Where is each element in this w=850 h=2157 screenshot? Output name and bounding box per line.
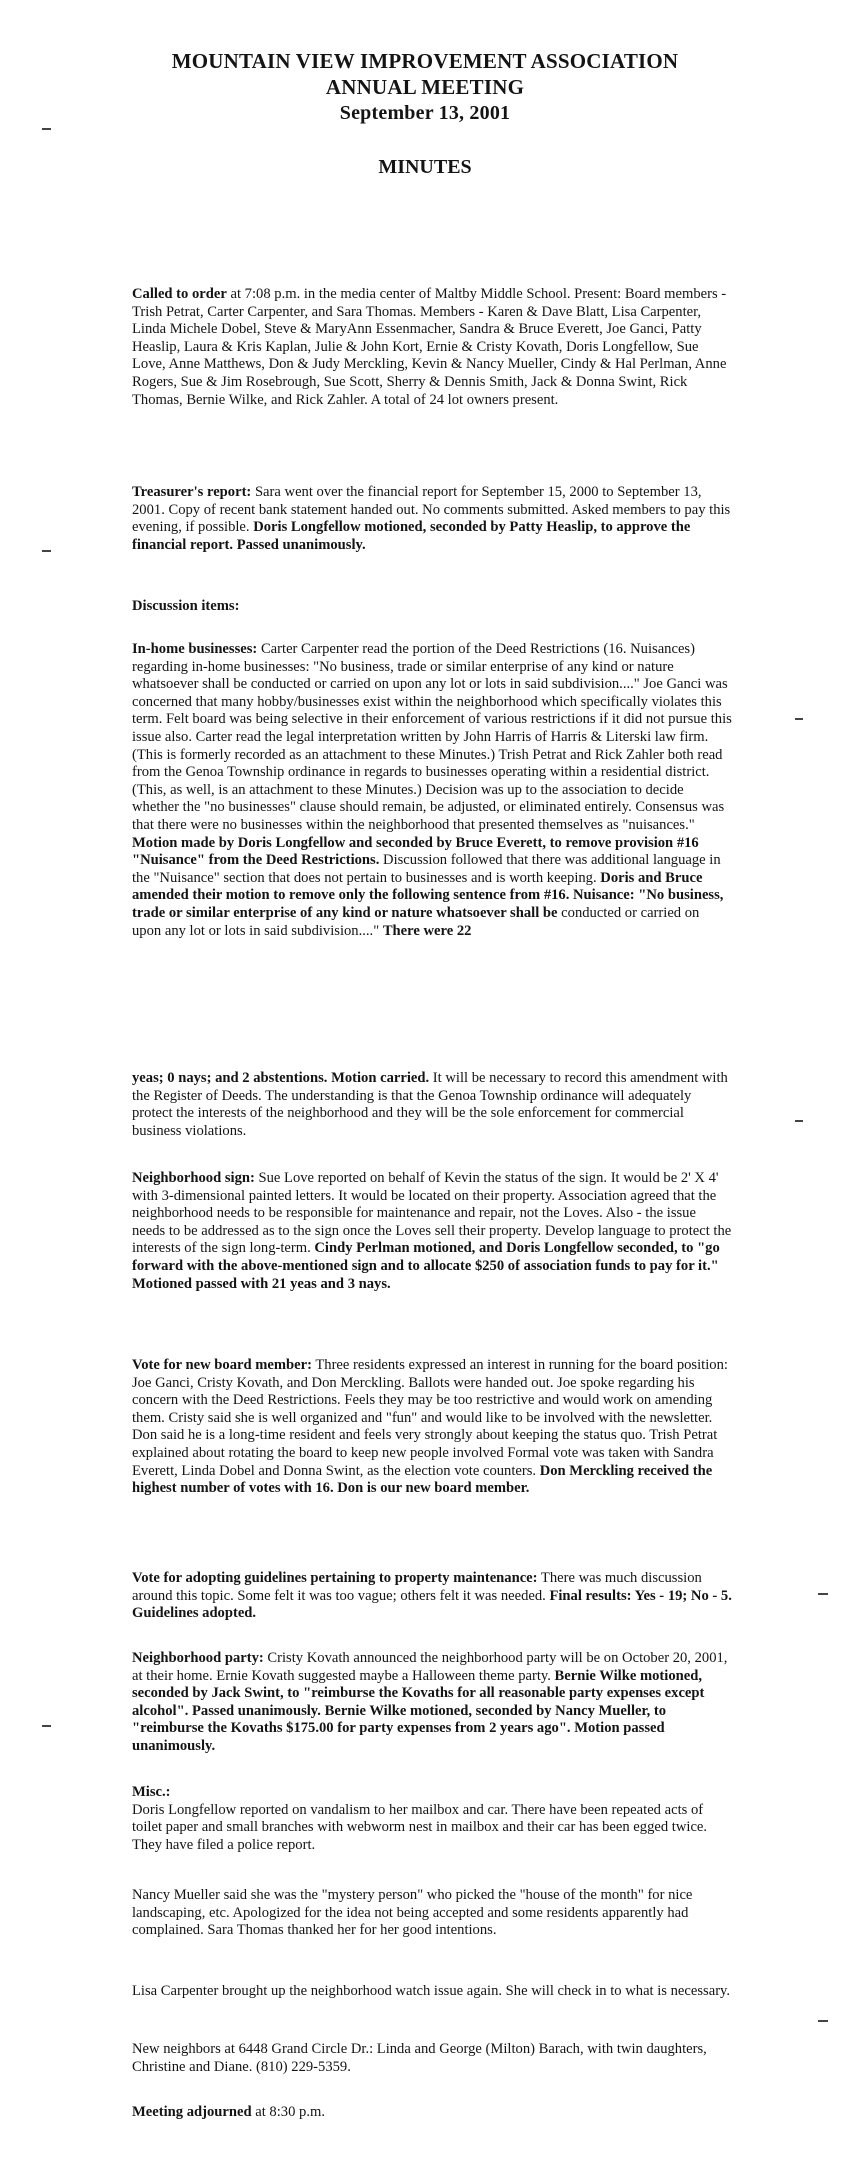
margin-mark	[818, 2020, 828, 2022]
treasurer-heading: Treasurer's report:	[132, 484, 252, 500]
vote-board-result: Don Merckling received the highest number of votes with 16. Don is our new board member.	[132, 1462, 713, 1497]
margin-mark	[818, 1593, 828, 1595]
section-misc-3	[132, 1983, 732, 2001]
call-to-order-text: at 7:08 p.m. in the media center of Maltby Middle School. Present: Board members - Trish Petrat, Carter Carpenter, and Sara Thomas. Members - Karen & Dave Blatt, Lisa Carpenter, Linda Michele Dobel, Steve & MaryAnn Essenmacher, Sandra & Bruce Everett, Joe Ganci, Patty Heaslip, Laura & Kris Kaplan, Julie & John Kort, Ernie & Cristy Kovath, Doris Longfellow, Sue Love, Anne Matthews, Don & Judy Merckling, Kevin & Nancy Mueller, Cindy & Hal Perlman, Anne Rogers, Sue & Jim Rosebrough, Sue Scott, Sherry & Dennis Smith, Jack & Donna Swint, Rick Thomas, Bernie Wilke, and Rick Zahler. A total of 24 lot owners present.	[132, 286, 727, 408]
in-home-heading: In-home businesses:	[132, 641, 258, 657]
misc-paragraph: Lisa Carpenter brought up the neighborhood watch issue again. She will check in to what is necessary.	[132, 1983, 731, 1999]
meeting-type: ANNUAL MEETING	[325, 75, 525, 99]
party-heading: Neighborhood party:	[132, 1650, 264, 1666]
in-home-text-1: Carter Carpenter read the portion of the Deed Restrictions (16. Nuisances) regarding in-home businesses: "No business, trade or similar enterprise of any kind or nature whatsoever shall be conducted or carried on upon any lot or lots in said subdivision...." Joe Ganci was concerned that many hobby/businesses exist within the neighborhood which specifically violates this term. Felt board was being selective in their enforcement of various restrictions if it did not pursue this issue also. Carter read the legal interpretation written by John Harris of Harris & Literski law firm. (This is formerly recorded as an attachment to these Minutes.) Trish Petrat and Rick Zahler both read from the Genoa Township ordinance in regards to businesses operating within a residential district. (This, as well, is an attachment to these Minutes.) Decision was up to the association to decide whether the "no businesses" clause should remain, be adjusted, or eliminated entirely. Consensus was that there were no businesses within the neighborhood that presented themselves as "nuisances."	[132, 641, 732, 833]
vote-board-heading: Vote for new board member:	[132, 1357, 312, 1373]
section-misc-2	[132, 1887, 732, 1940]
document-header	[0, 48, 850, 126]
section-treasurer	[132, 484, 732, 554]
sign-heading: Neighborhood sign:	[132, 1170, 255, 1186]
section-vote-guidelines	[132, 1570, 732, 1623]
party-text: Cristy Kovath announced the neighborhood party will be on October 20, 2001, at their home. Ernie Kovath suggested maybe a Halloween theme party.	[132, 1650, 728, 1684]
discussion-heading: Discussion items:	[132, 598, 240, 614]
section-in-home-businesses	[132, 641, 732, 940]
section-misc-4	[132, 2041, 732, 2076]
section-discussion	[132, 598, 732, 616]
margin-mark	[795, 1120, 803, 1122]
treasurer-text: Sara went over the financial report for September 15, 2000 to September 13, 2001. Copy of recent bank statement handed out. No comments submitted. Asked members to pay this evening, if possible.	[132, 484, 731, 536]
in-home-motion-result: yeas; 0 nays; and 2 abstentions. Motion carried.	[132, 1070, 430, 1086]
party-motion-2: Bernie Wilke motioned, seconded by Nancy Mueller, to "reimburse the Kovaths $175.00 for party expenses from 2 years ago". Motion passed unanimously.	[132, 1702, 667, 1754]
adjourn-text: at 8:30 p.m.	[251, 2104, 325, 2120]
vote-guidelines-heading: Vote for adopting guidelines pertaining to property maintenance:	[132, 1570, 538, 1586]
vote-board-text: Three residents expressed an interest in running for the board position: Joe Ganci, Cristy Kovath, and Don Merckling. Ballots were handed out. Joe spoke regarding his concern with the Deed Restrictions. Feels they may be too restrictive and would work on amending them. Cristy said she is well organized and "fun" and would like to be involved with the newsletter. Don said he is a long-time resident and feels very strongly about keeping the status quo. Trish Petrat explained about rotating the board to keep new people involved Formal vote was taken with Sandra Everett, Linda Dobel and Donna Swint, as the election vote counters.	[132, 1357, 728, 1479]
margin-mark	[42, 1725, 51, 1727]
section-call-to-order	[132, 286, 732, 409]
section-neighborhood-party	[132, 1650, 732, 1756]
misc-paragraph: New neighbors at 6448 Grand Circle Dr.: Linda and George (Milton) Barach, with twin daughters, Christine and Diane. (810) 229-5359.	[132, 2041, 707, 2075]
margin-mark	[42, 550, 51, 552]
section-vote-board-member	[132, 1357, 732, 1498]
in-home-motion-3: There were 22	[382, 922, 472, 939]
treasurer-motion: Doris Longfellow motioned, seconded by Patty Heaslip, to approve the financial report. Passed unanimously.	[132, 519, 691, 553]
sign-text: Sue Love reported on behalf of Kevin the status of the sign. It would be 2' X 4' with 3-dimensional painted letters. It would be located on their property. Association agreed that the neighborhood needs to be responsible for maintenance and repair, not the Loves. Also - the issue needs to be addressed as to the sign once the Loves sell their property. Develop language to protect the interests of the sign long-term.	[132, 1170, 732, 1257]
misc-paragraph: Nancy Mueller said she was the "mystery person" who picked the "house of the month" for nice landscaping, etc. Apologized for the idea not being accepted and some residents apparently had complained. Sara Thomas thanked her for her good intentions.	[132, 1887, 693, 1939]
margin-mark	[42, 128, 51, 130]
sign-motion: Cindy Perlman motioned, and Doris Longfellow seconded, to "go forward with the above-mentioned sign and to allocate $250 of association funds to pay for it." Motioned passed with 21 yeas and 3 nays.	[132, 1240, 720, 1292]
misc-heading: Misc.:	[132, 1784, 171, 1800]
in-home-motion-2: Doris and Bruce amended their motion to remove only the following sentence from #16. Nuisance: "No business, trade or similar enterprise of any kind or nature whatsoever shall be	[132, 869, 724, 921]
organization-name: MOUNTAIN VIEW IMPROVEMENT ASSOCIATION	[171, 49, 679, 73]
section-adjourned	[132, 2104, 732, 2122]
margin-mark	[795, 718, 803, 720]
section-misc	[132, 1784, 732, 1854]
section-in-home-continued	[132, 1070, 732, 1140]
in-home-text-4: It will be necessary to record this amendment with the Register of Deeds. The understanding is that the Genoa Township ordinance will adequately protect the interests of the neighborhood and they will be the sole enforcement for commercial business violations.	[132, 1070, 728, 1139]
in-home-text-2: Discussion followed that there was additional language in the "Nuisance" section that does not pertain to businesses and is worth keeping.	[132, 852, 721, 886]
in-home-motion-1: Motion made by Doris Longfellow and seconded by Bruce Everett, to remove provision #16 "Nuisance" from the Deed Restrictions.	[132, 834, 699, 869]
in-home-text-3: conducted or carried on upon any lot or lots in said subdivision...."	[132, 904, 700, 939]
vote-guidelines-text: There was much discussion around this topic. Some felt it was too vague; others felt it was needed.	[132, 1570, 702, 1604]
vote-guidelines-result: Final results: Yes - 19; No - 5. Guidelines adopted.	[132, 1587, 732, 1622]
misc-paragraph: Doris Longfellow reported on vandalism to her mailbox and car. There have been repeated acts of toilet paper and small branches with webworm nest in mailbox and their car has been egged twice. They have filed a police report.	[132, 1801, 708, 1853]
adjourn-heading: Meeting adjourned	[132, 2104, 252, 2120]
section-neighborhood-sign	[132, 1170, 732, 1293]
page-title: MINUTES	[378, 156, 472, 178]
party-motion-1: Bernie Wilke motioned, seconded by Jack Swint, to "reimburse the Kovaths for all reasonable party expenses except alcohol". Passed unanimously.	[132, 1667, 705, 1719]
meeting-date: September 13, 2001	[339, 102, 511, 124]
call-to-order-heading: Called to order	[132, 286, 227, 302]
